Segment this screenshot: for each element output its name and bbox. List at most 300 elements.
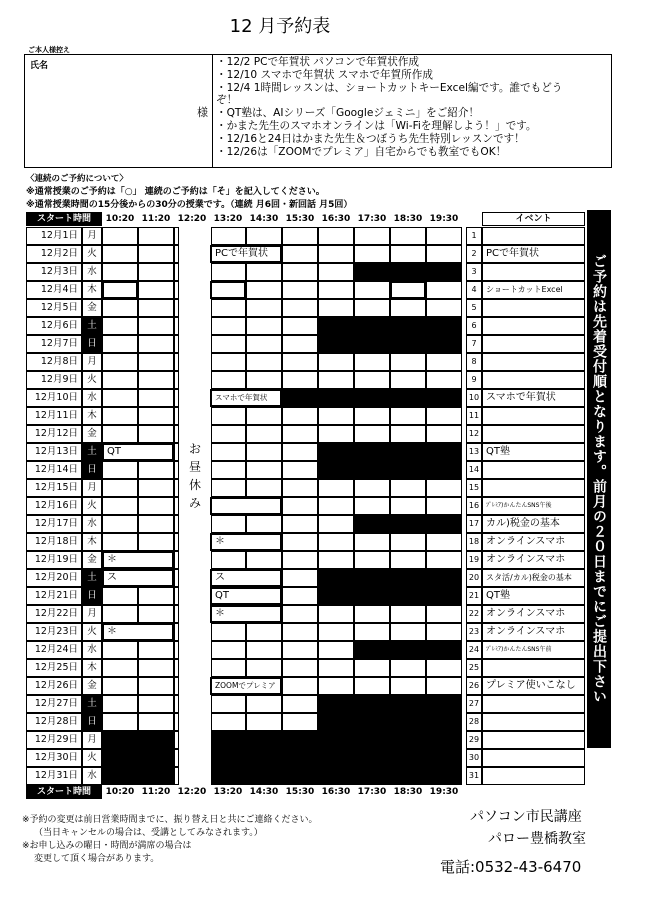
booking-slot[interactable]	[210, 299, 246, 317]
booking-slot[interactable]	[138, 317, 174, 335]
booking-slot[interactable]	[102, 389, 138, 407]
booking-slot[interactable]	[282, 335, 318, 353]
booking-slot[interactable]	[318, 353, 354, 371]
booking-slot[interactable]	[138, 605, 174, 623]
booking-slot[interactable]	[102, 497, 138, 515]
booking-slot[interactable]	[246, 443, 282, 461]
booking-slot[interactable]	[354, 479, 390, 497]
booking-slot[interactable]	[282, 497, 318, 515]
booking-slot[interactable]	[102, 641, 138, 659]
table-row	[26, 533, 585, 551]
date-cell: 12月15日	[26, 479, 82, 497]
closed-slot	[318, 731, 354, 749]
day-number: 28	[466, 713, 482, 731]
phone-number: 電話:0532-43-6470	[440, 858, 582, 876]
table-row	[26, 317, 585, 335]
booking-slot[interactable]	[354, 299, 390, 317]
booking-slot[interactable]	[138, 407, 174, 425]
closed-slot	[390, 641, 426, 659]
booking-slot[interactable]	[210, 227, 246, 245]
booking-slot[interactable]	[426, 677, 462, 695]
day-number: 25	[466, 659, 482, 677]
day-number: 13	[466, 443, 482, 461]
weekday-cell: 日	[82, 461, 102, 479]
closed-slot	[426, 263, 462, 281]
booking-slot[interactable]	[282, 443, 318, 461]
closed-slot	[210, 731, 246, 749]
booking-slot[interactable]	[318, 371, 354, 389]
day-number: 2	[466, 245, 482, 263]
booking-slot[interactable]	[246, 515, 282, 533]
booking-slot[interactable]	[210, 659, 246, 677]
booking-slot[interactable]	[210, 551, 246, 569]
booking-slot[interactable]	[426, 497, 462, 515]
event-cell	[482, 425, 585, 443]
booking-slot[interactable]	[318, 659, 354, 677]
closed-slot	[354, 263, 390, 281]
closed-slot	[390, 569, 426, 587]
weekday-cell: 木	[82, 659, 102, 677]
day-number: 19	[466, 551, 482, 569]
booking-slot[interactable]	[390, 479, 426, 497]
booking-slot[interactable]	[390, 227, 426, 245]
booking-slot[interactable]	[354, 497, 390, 515]
booking-slot[interactable]	[210, 695, 246, 713]
booking-slot[interactable]	[282, 299, 318, 317]
closed-slot	[426, 731, 462, 749]
booking-slot[interactable]	[282, 659, 318, 677]
side-banner: ご予約は先着受付順となります。前月の２０日までにご提出下さい	[587, 210, 611, 748]
day-number: 17	[466, 515, 482, 533]
booking-slot[interactable]	[390, 497, 426, 515]
booking-slot[interactable]	[138, 263, 174, 281]
booking-slot[interactable]	[246, 227, 282, 245]
closed-slot	[138, 731, 174, 749]
booking-slot[interactable]	[138, 353, 174, 371]
booking-slot[interactable]	[246, 713, 282, 731]
table-row	[26, 695, 585, 713]
date-cell: 12月4日	[26, 281, 82, 299]
booking-slot[interactable]	[102, 533, 138, 551]
day-number: 1	[466, 227, 482, 245]
booking-slot[interactable]	[282, 461, 318, 479]
day-number: 3	[466, 263, 482, 281]
reserved-slot[interactable]: ＊	[210, 605, 282, 623]
closed-slot	[426, 641, 462, 659]
booking-slot[interactable]	[282, 515, 318, 533]
table-row	[26, 263, 585, 281]
table-row	[26, 767, 585, 785]
booking-slot[interactable]	[282, 569, 318, 587]
booking-slot[interactable]	[390, 533, 426, 551]
booking-slot[interactable]	[282, 641, 318, 659]
booking-slot[interactable]	[138, 587, 174, 605]
footer-note: ※予約の変更は前日営業時間までに、振り替え日と共にご連絡ください。	[22, 815, 318, 825]
booking-slot[interactable]	[138, 479, 174, 497]
booking-slot[interactable]	[102, 461, 138, 479]
booking-slot[interactable]	[210, 443, 246, 461]
booking-slot[interactable]	[354, 659, 390, 677]
booking-slot[interactable]	[246, 425, 282, 443]
date-cell: 12月29日	[26, 731, 82, 749]
booking-slot[interactable]	[426, 425, 462, 443]
booking-slot[interactable]	[282, 533, 318, 551]
time-header-1630: 16:30	[321, 214, 351, 224]
booking-slot[interactable]	[390, 245, 426, 263]
booking-slot[interactable]	[318, 281, 354, 299]
booking-slot[interactable]	[138, 695, 174, 713]
notice-item: ・12/2 PCで年賀状 パソコンで年賀状作成	[216, 56, 420, 68]
booking-slot[interactable]	[246, 551, 282, 569]
booking-slot[interactable]	[138, 677, 174, 695]
booking-slot[interactable]	[282, 227, 318, 245]
booking-slot[interactable]	[282, 245, 318, 263]
booking-slot[interactable]	[426, 659, 462, 677]
time-header-1020: 10:20	[105, 214, 135, 224]
booking-slot[interactable]	[390, 623, 426, 641]
table-row	[26, 389, 585, 407]
booking-slot[interactable]	[102, 713, 138, 731]
lunch-label: お 昼 休 み	[188, 442, 201, 510]
booking-slot[interactable]	[102, 245, 138, 263]
reserved-slot[interactable]: スマホで年賀状	[210, 389, 282, 407]
time-header-1830: 18:30	[393, 214, 423, 224]
booking-slot[interactable]	[246, 479, 282, 497]
booking-slot[interactable]	[318, 497, 354, 515]
booking-slot[interactable]	[318, 551, 354, 569]
booking-slot[interactable]	[318, 677, 354, 695]
booking-slot[interactable]	[102, 317, 138, 335]
time-header-1220: 12:20	[177, 787, 207, 797]
booking-slot[interactable]	[210, 371, 246, 389]
booking-slot[interactable]	[354, 623, 390, 641]
booking-slot[interactable]	[138, 281, 174, 299]
booking-slot[interactable]	[354, 353, 390, 371]
booking-slot[interactable]	[138, 659, 174, 677]
day-number: 10	[466, 389, 482, 407]
booking-slot[interactable]	[210, 407, 246, 425]
time-header-1320: 13:20	[213, 214, 243, 224]
booking-slot[interactable]	[102, 407, 138, 425]
event-cell: PCで年賀状	[482, 245, 585, 263]
booking-slot[interactable]	[102, 299, 138, 317]
booking-slot[interactable]	[210, 623, 246, 641]
date-cell: 12月1日	[26, 227, 82, 245]
booking-slot[interactable]	[246, 281, 282, 299]
booking-slot[interactable]	[318, 299, 354, 317]
reserved-slot[interactable]: ＊	[102, 551, 174, 569]
closed-slot	[354, 335, 390, 353]
time-header-1120: 11:20	[141, 787, 171, 797]
notice-item: ・かまた先生のスマホオンラインは「Wi-Fiを理解しよう！」です。	[216, 119, 537, 132]
event-cell: プレミア使いこなし	[482, 677, 585, 695]
closed-slot	[246, 767, 282, 785]
booking-slot[interactable]	[354, 227, 390, 245]
table-row	[26, 659, 585, 677]
booking-slot[interactable]	[426, 533, 462, 551]
booking-slot[interactable]	[282, 551, 318, 569]
booking-slot[interactable]	[390, 425, 426, 443]
closed-slot	[354, 731, 390, 749]
booking-slot[interactable]	[318, 407, 354, 425]
booking-slot[interactable]	[318, 479, 354, 497]
closed-slot	[318, 569, 354, 587]
booking-slot[interactable]	[246, 659, 282, 677]
booking-slot[interactable]	[426, 245, 462, 263]
booking-slot[interactable]	[426, 623, 462, 641]
booking-slot[interactable]	[282, 623, 318, 641]
booking-slot[interactable]	[246, 407, 282, 425]
weekday-cell: 水	[82, 767, 102, 785]
booking-slot[interactable]	[210, 479, 246, 497]
booking-slot[interactable]	[102, 605, 138, 623]
table-row	[26, 641, 585, 659]
weekday-cell: 月	[82, 479, 102, 497]
closed-slot	[354, 713, 390, 731]
reserved-slot[interactable]: QT	[210, 587, 282, 605]
day-number: 15	[466, 479, 482, 497]
reserved-slot[interactable]: QT	[102, 443, 174, 461]
booking-slot[interactable]	[354, 533, 390, 551]
booking-slot[interactable]	[282, 281, 318, 299]
booking-slot[interactable]	[246, 695, 282, 713]
date-cell: 12月20日	[26, 569, 82, 587]
closed-slot	[354, 569, 390, 587]
booking-slot[interactable]	[282, 587, 318, 605]
booking-slot[interactable]	[390, 407, 426, 425]
reserved-slot[interactable]: ＊	[102, 623, 174, 641]
closed-slot	[318, 695, 354, 713]
booking-slot[interactable]	[210, 515, 246, 533]
reserved-slot[interactable]	[210, 497, 282, 515]
booking-slot[interactable]	[246, 263, 282, 281]
booking-slot[interactable]	[138, 641, 174, 659]
booking-slot[interactable]	[426, 551, 462, 569]
booking-slot[interactable]	[282, 425, 318, 443]
booking-slot[interactable]	[354, 551, 390, 569]
booking-slot[interactable]	[354, 425, 390, 443]
booking-slot[interactable]	[210, 317, 246, 335]
booking-slot[interactable]	[246, 371, 282, 389]
booking-slot[interactable]	[138, 533, 174, 551]
reserved-slot[interactable]	[210, 281, 246, 299]
weekday-cell: 金	[82, 425, 102, 443]
event-header: イベント	[482, 212, 585, 226]
weekday-cell: 火	[82, 623, 102, 641]
weekday-cell: 日	[82, 713, 102, 731]
booking-slot[interactable]	[318, 425, 354, 443]
booking-slot[interactable]	[246, 299, 282, 317]
event-cell	[482, 479, 585, 497]
booking-slot[interactable]	[390, 677, 426, 695]
booking-slot[interactable]	[426, 353, 462, 371]
booking-slot[interactable]	[282, 353, 318, 371]
booking-slot[interactable]	[282, 317, 318, 335]
booking-slot[interactable]	[354, 245, 390, 263]
day-number: 14	[466, 461, 482, 479]
date-cell: 12月30日	[26, 749, 82, 767]
time-header-1220: 12:20	[177, 214, 207, 224]
date-cell: 12月28日	[26, 713, 82, 731]
booking-slot[interactable]	[138, 515, 174, 533]
booking-slot[interactable]	[138, 497, 174, 515]
booking-slot[interactable]	[246, 623, 282, 641]
reserved-slot[interactable]: ス	[102, 569, 174, 587]
closed-slot	[426, 317, 462, 335]
booking-slot[interactable]	[102, 353, 138, 371]
date-cell: 12月8日	[26, 353, 82, 371]
booking-slot[interactable]	[210, 461, 246, 479]
booking-slot[interactable]	[318, 263, 354, 281]
table-row	[26, 497, 585, 515]
closed-slot	[102, 767, 138, 785]
booking-slot[interactable]	[138, 227, 174, 245]
booking-slot[interactable]	[102, 677, 138, 695]
booking-slot[interactable]	[102, 335, 138, 353]
weekday-cell: 月	[82, 227, 102, 245]
booking-slot[interactable]	[102, 227, 138, 245]
booking-slot[interactable]	[138, 245, 174, 263]
day-number: 22	[466, 605, 482, 623]
reserved-slot[interactable]: ＊	[210, 533, 282, 551]
booking-slot[interactable]	[102, 425, 138, 443]
reserved-slot[interactable]	[102, 281, 138, 299]
booking-slot[interactable]	[282, 263, 318, 281]
table-row	[26, 245, 585, 263]
event-cell	[482, 335, 585, 353]
booking-slot[interactable]	[102, 659, 138, 677]
event-cell	[482, 317, 585, 335]
booking-slot[interactable]	[354, 281, 390, 299]
table-row	[26, 749, 585, 767]
booking-slot[interactable]	[246, 353, 282, 371]
closed-slot	[426, 443, 462, 461]
booking-slot[interactable]	[426, 407, 462, 425]
booking-slot[interactable]	[426, 299, 462, 317]
booking-slot[interactable]	[282, 371, 318, 389]
booking-slot[interactable]	[102, 371, 138, 389]
booking-slot[interactable]	[138, 389, 174, 407]
booking-slot[interactable]	[246, 335, 282, 353]
name-divider	[212, 54, 213, 168]
notice-item: ・12/10 スマホで年賀状 スマホで年賀所作成	[216, 68, 433, 81]
booking-slot[interactable]	[282, 695, 318, 713]
booking-slot[interactable]	[354, 407, 390, 425]
booking-slot[interactable]	[390, 605, 426, 623]
booking-slot[interactable]	[390, 371, 426, 389]
booking-slot[interactable]	[210, 641, 246, 659]
booking-slot[interactable]	[138, 425, 174, 443]
booking-slot[interactable]	[426, 281, 462, 299]
event-cell	[482, 299, 585, 317]
table-row	[26, 371, 585, 389]
time-header-1930: 19:30	[429, 214, 459, 224]
booking-slot[interactable]	[102, 587, 138, 605]
booking-slot[interactable]	[426, 371, 462, 389]
booking-slot[interactable]	[426, 479, 462, 497]
booking-slot[interactable]	[210, 335, 246, 353]
booking-slot[interactable]	[426, 605, 462, 623]
time-header-1120: 11:20	[141, 214, 171, 224]
booking-slot[interactable]	[210, 353, 246, 371]
booking-slot[interactable]	[138, 371, 174, 389]
booking-slot[interactable]	[282, 479, 318, 497]
closed-slot	[390, 461, 426, 479]
booking-slot[interactable]	[246, 461, 282, 479]
booking-slot[interactable]	[102, 515, 138, 533]
booking-slot[interactable]	[318, 605, 354, 623]
reserved-slot[interactable]: ZOOMでプレミア	[210, 677, 282, 695]
closed-slot	[426, 335, 462, 353]
rule-line: ※通常授業のご予約は「○」 連続のご予約は「そ」を記入してください。	[26, 187, 325, 197]
closed-slot	[390, 767, 426, 785]
notice-item: ・12/16と24日はかまた先生＆つぼうち先生特別レッスンです！	[216, 132, 525, 145]
booking-slot[interactable]	[210, 263, 246, 281]
closed-slot	[282, 389, 318, 407]
event-cell	[482, 353, 585, 371]
booking-slot[interactable]	[102, 695, 138, 713]
booking-slot[interactable]	[138, 713, 174, 731]
day-number: 23	[466, 623, 482, 641]
booking-slot[interactable]	[354, 677, 390, 695]
closed-slot	[426, 461, 462, 479]
reserved-slot[interactable]: PCで年賀状	[210, 245, 282, 263]
booking-slot[interactable]	[390, 299, 426, 317]
booking-slot[interactable]	[318, 623, 354, 641]
reserved-slot[interactable]	[390, 281, 426, 299]
booking-slot[interactable]	[102, 479, 138, 497]
booking-slot[interactable]	[354, 605, 390, 623]
booking-slot[interactable]	[282, 713, 318, 731]
weekday-cell: 金	[82, 677, 102, 695]
booking-slot[interactable]	[426, 227, 462, 245]
booking-slot[interactable]	[318, 515, 354, 533]
closed-slot	[390, 335, 426, 353]
booking-slot[interactable]	[210, 425, 246, 443]
booking-slot[interactable]	[210, 713, 246, 731]
booking-slot[interactable]	[138, 335, 174, 353]
weekday-cell: 火	[82, 245, 102, 263]
booking-slot[interactable]	[102, 263, 138, 281]
booking-slot[interactable]	[282, 605, 318, 623]
booking-slot[interactable]	[246, 317, 282, 335]
booking-slot[interactable]	[390, 551, 426, 569]
date-cell: 12月6日	[26, 317, 82, 335]
event-cell	[482, 407, 585, 425]
closed-slot	[318, 767, 354, 785]
booking-slot[interactable]	[318, 227, 354, 245]
booking-slot[interactable]	[318, 245, 354, 263]
booking-slot[interactable]	[390, 353, 426, 371]
time-header-1530: 15:30	[285, 214, 315, 224]
booking-slot[interactable]	[138, 461, 174, 479]
booking-slot[interactable]	[354, 371, 390, 389]
booking-slot[interactable]	[390, 659, 426, 677]
event-cell: オンラインスマホ	[482, 551, 585, 569]
booking-slot[interactable]	[318, 641, 354, 659]
booking-slot[interactable]	[282, 407, 318, 425]
reserved-slot[interactable]: ス	[210, 569, 282, 587]
booking-slot[interactable]	[282, 677, 318, 695]
booking-slot[interactable]	[138, 299, 174, 317]
notice-item: ぞ！	[216, 94, 238, 107]
name-label: 氏名	[30, 61, 49, 71]
booking-slot[interactable]	[246, 641, 282, 659]
weekday-cell: 木	[82, 281, 102, 299]
closed-slot	[426, 389, 462, 407]
booking-slot[interactable]	[318, 533, 354, 551]
closed-slot	[426, 515, 462, 533]
